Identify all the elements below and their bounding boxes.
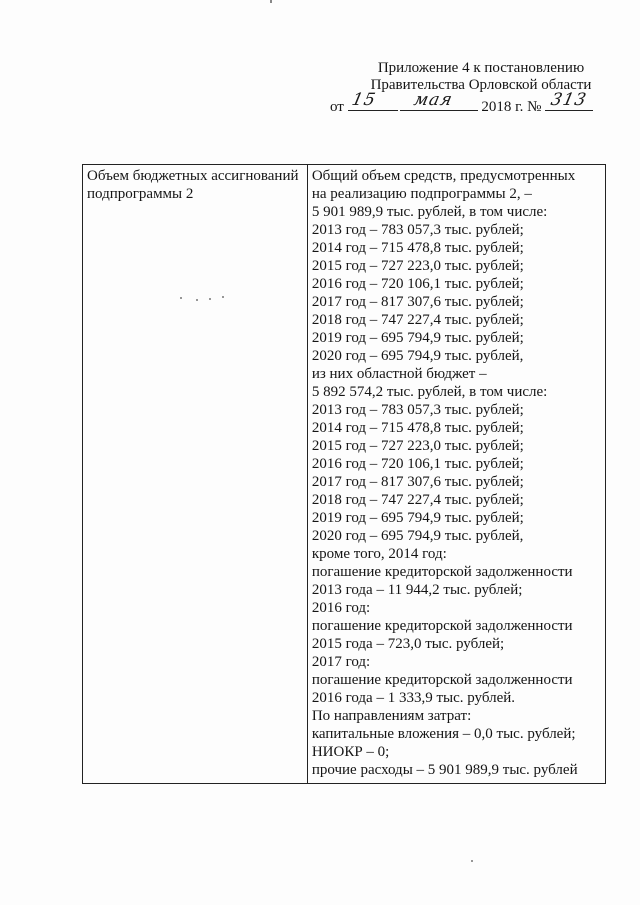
content-line: 2014 год – 715 478,8 тыс. рублей;	[311, 240, 524, 256]
content-line: НИОКР – 0;	[311, 744, 390, 760]
content-line: Общий объем средств, предусмотренных	[311, 168, 576, 184]
handwritten-day: 15	[349, 90, 378, 110]
content-line: 5 901 989,9 тыс. рублей, в том числе:	[311, 204, 548, 220]
content-line: 2013 год – 783 057,3 тыс. рублей;	[311, 222, 524, 238]
scan-speck	[180, 297, 182, 299]
label-line: Объем бюджетных ассигнований	[87, 168, 299, 184]
scan-speck	[196, 299, 198, 301]
content-line: погашение кредиторской задолженности	[311, 618, 573, 634]
table-cell-label	[83, 165, 308, 784]
content-line: 2016 год:	[311, 600, 371, 616]
content-line: прочие расходы – 5 901 989,9 тыс. рублей	[311, 762, 578, 778]
content-line: 2017 год – 817 307,6 тыс. рублей;	[311, 474, 524, 490]
scan-speck	[222, 296, 224, 298]
handwritten-month: мая	[411, 90, 455, 110]
content-line: из них областной бюджет –	[311, 366, 487, 382]
content-line: 5 892 574,2 тыс. рублей, в том числе:	[311, 384, 548, 400]
year-number-label: 2018 г. №	[481, 99, 542, 115]
header-line-appendix: Приложение 4 к постановлению	[377, 60, 585, 76]
content-line: погашение кредиторской задолженности	[311, 672, 573, 688]
content-line: 2019 год – 695 794,9 тыс. рублей;	[311, 510, 524, 526]
scan-speck	[209, 298, 211, 300]
content-line: 2013 год – 783 057,3 тыс. рублей;	[311, 402, 524, 418]
content-line: 2017 год – 817 307,6 тыс. рублей;	[311, 294, 524, 310]
table-row	[83, 165, 606, 784]
content-line: 2018 год – 747 227,4 тыс. рублей;	[311, 312, 524, 328]
content-line: 2017 год:	[311, 654, 371, 670]
content-line: 2020 год – 695 794,9 тыс. рублей,	[311, 348, 524, 364]
content-line: 2016 год – 720 106,1 тыс. рублей;	[311, 456, 524, 472]
content-line: 2020 год – 695 794,9 тыс. рублей,	[311, 528, 524, 544]
content-line: 2015 года – 723,0 тыс. рублей;	[311, 636, 505, 652]
content-line: 2018 год – 747 227,4 тыс. рублей;	[311, 492, 524, 508]
content-line: По направлениям затрат:	[311, 708, 472, 724]
content-line: 2016 года – 1 333,9 тыс. рублей.	[311, 690, 516, 706]
header-line-government: Правительства Орловской области	[370, 77, 592, 93]
number-field	[545, 90, 593, 111]
table-cell-content	[307, 165, 605, 784]
handwritten-number: 313	[549, 90, 589, 110]
content-line: кроме того, 2014 год:	[311, 546, 447, 562]
content-line: 2015 год – 727 223,0 тыс. рублей;	[311, 258, 524, 274]
from-label: от	[330, 99, 344, 115]
budget-table	[82, 164, 606, 784]
content-line: 2019 год – 695 794,9 тыс. рублей;	[311, 330, 524, 346]
content-line: на реализацию подпрограммы 2, –	[311, 186, 532, 202]
day-field	[348, 90, 398, 111]
appendix-header	[330, 60, 610, 116]
content-line: капитальные вложения – 0,0 тыс. рублей;	[311, 726, 576, 742]
content-line: 2013 года – 11 944,2 тыс. рублей;	[311, 582, 523, 598]
content-line: 2014 год – 715 478,8 тыс. рублей;	[311, 420, 524, 436]
content-line: погашение кредиторской задолженности	[311, 564, 573, 580]
content-line: 2015 год – 727 223,0 тыс. рублей;	[311, 438, 524, 454]
month-field	[400, 90, 478, 111]
label-line: подпрограммы 2	[87, 186, 194, 202]
scan-speck	[471, 860, 473, 862]
header-line-date	[330, 90, 610, 116]
content-line: 2016 год – 720 106,1 тыс. рублей;	[311, 276, 524, 292]
scan-artifact	[270, 0, 272, 3]
